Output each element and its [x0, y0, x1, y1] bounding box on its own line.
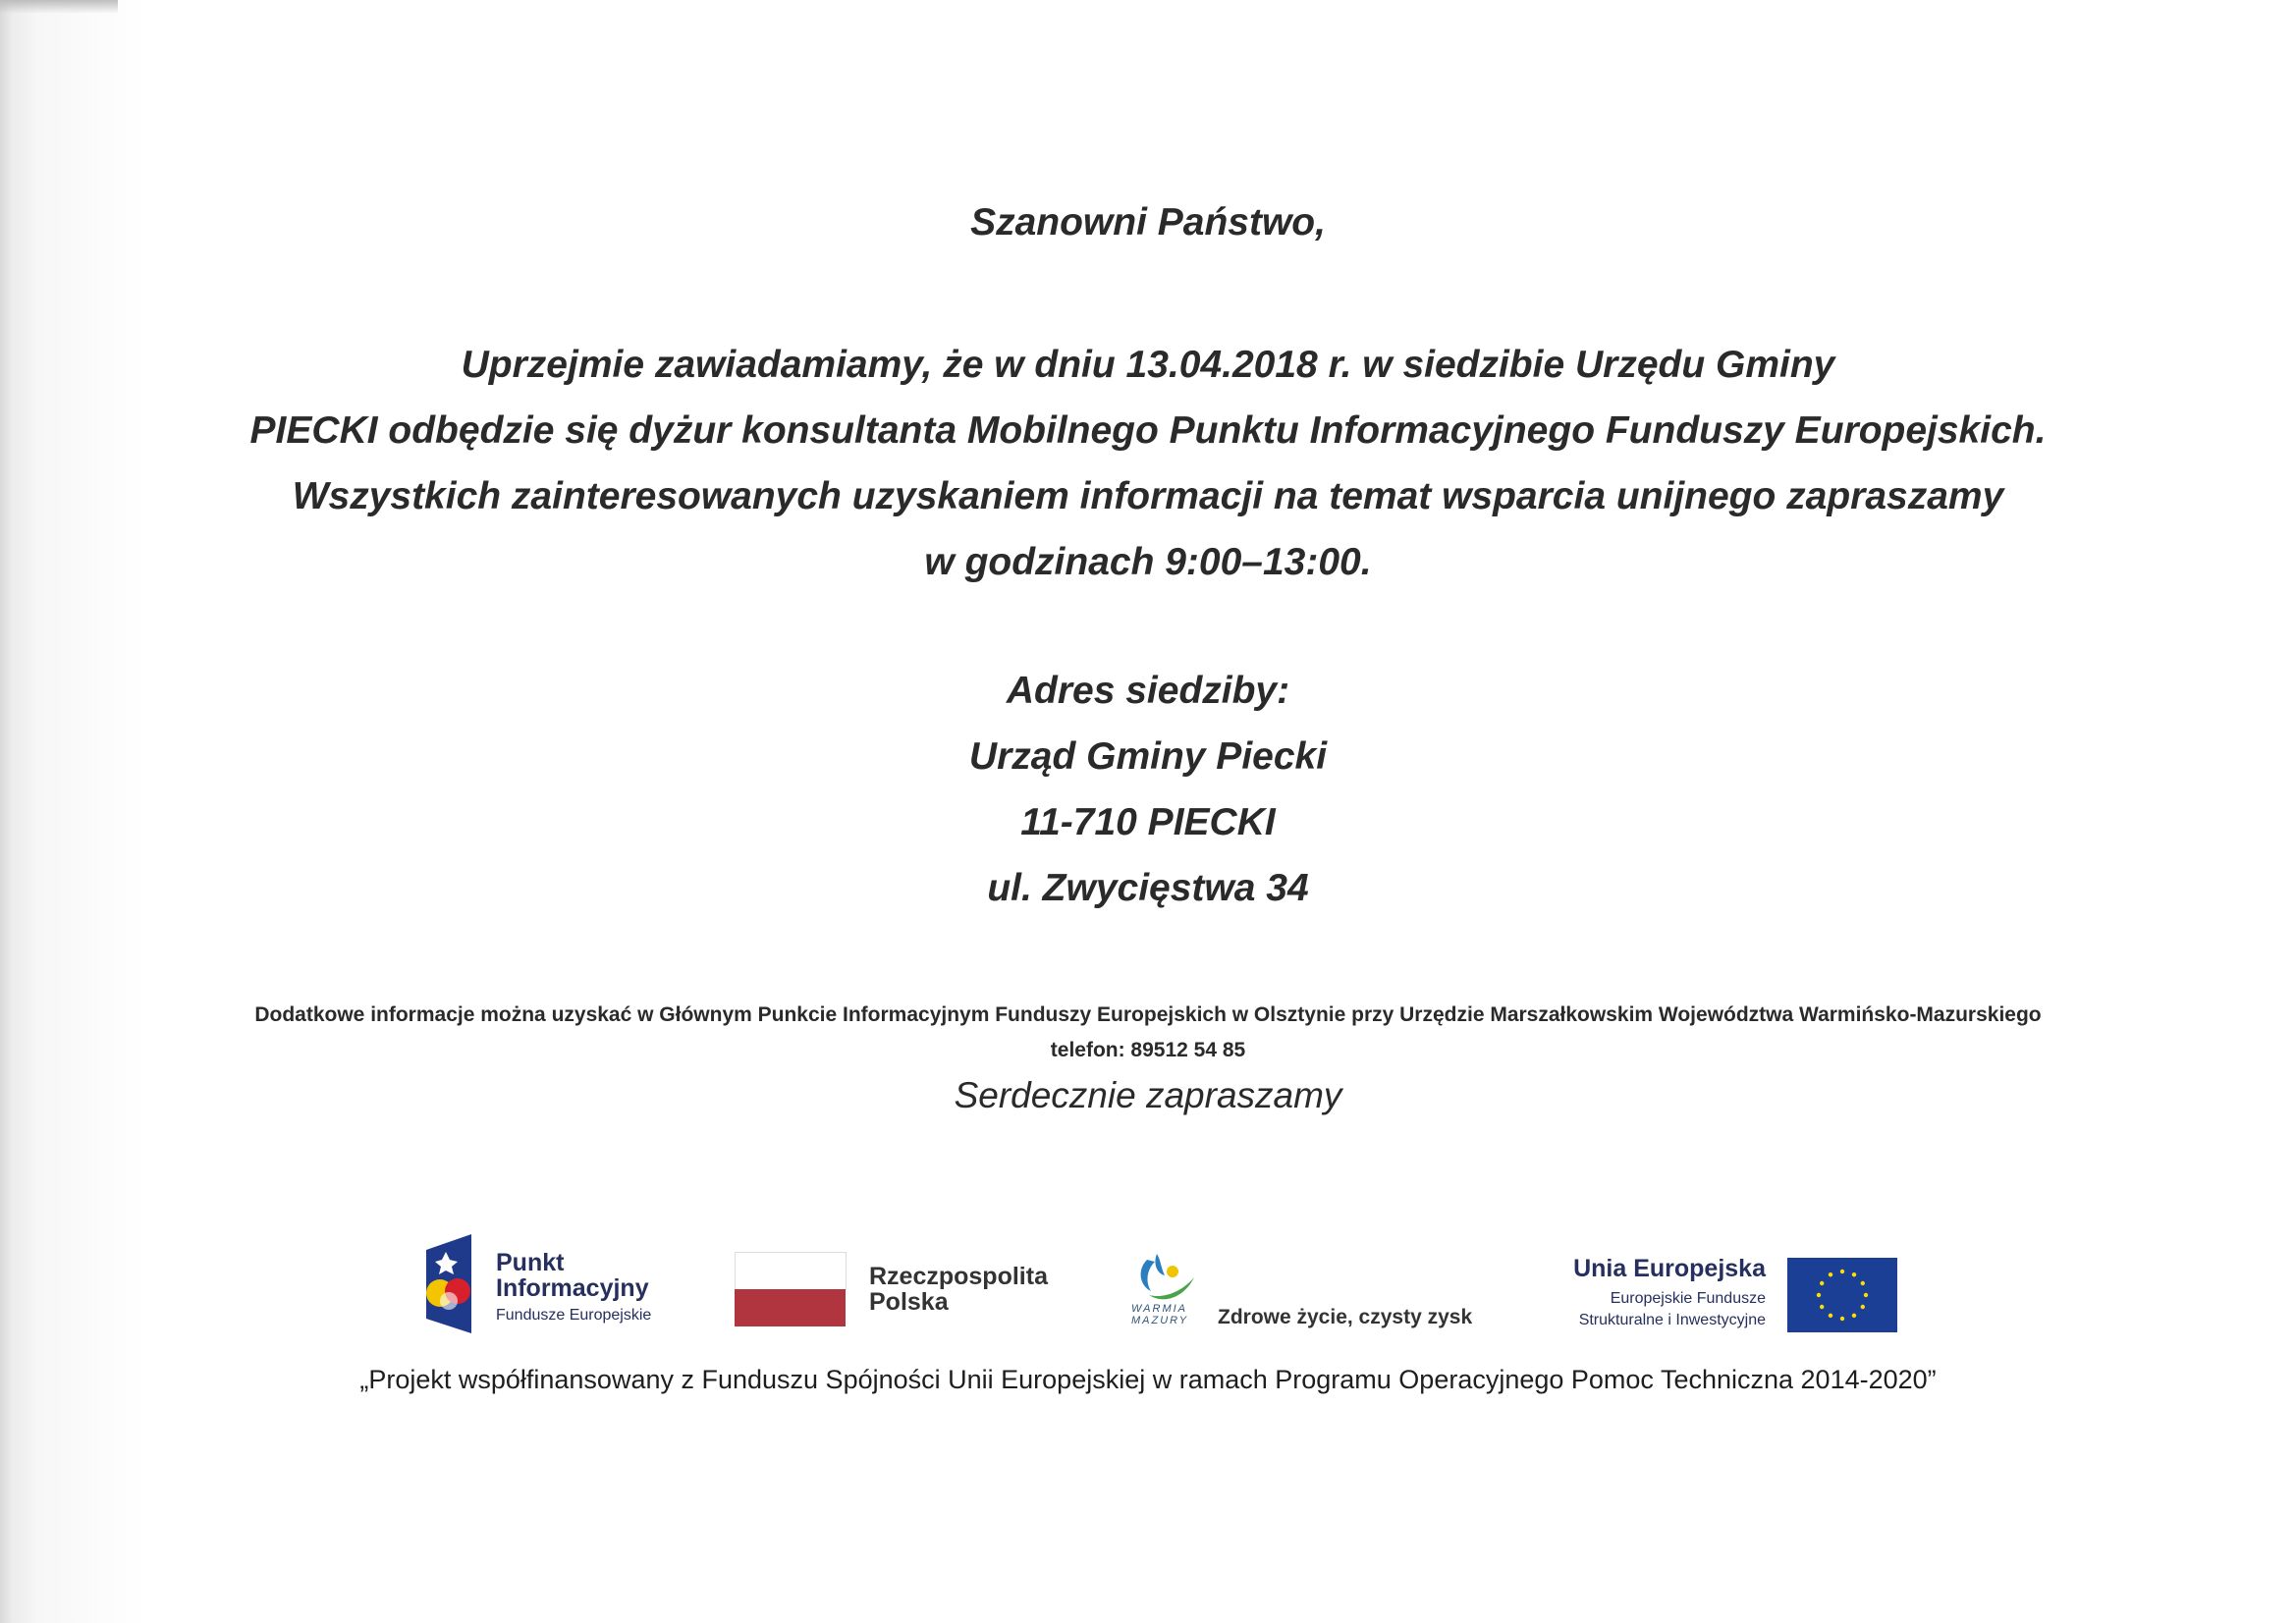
phone-number: telefon: 89512 54 85 [1050, 1039, 1246, 1061]
polish-flag-white-icon [735, 1252, 847, 1290]
rzeczpospolita-polska-logo [735, 1252, 1059, 1330]
fundusze-europejskie-icon [422, 1232, 481, 1335]
informacyjny-label: Informacyjny [496, 1274, 649, 1302]
fundusze-europejskie-label: Fundusze Europejskie [496, 1307, 652, 1324]
ue-title: Unia Europejska [1573, 1255, 1766, 1282]
scan-shadow-corner [0, 0, 118, 14]
announcement-line: Uprzejmie zawiadamiamy, że w dniu 13.04.2018 r. w siedzibie Urzędu Gminy [461, 344, 1835, 386]
address-block [0, 658, 2296, 921]
eu-flag-icon [1787, 1258, 1897, 1332]
rzeczpospolita-label: Rzeczpospolita [869, 1263, 1048, 1290]
mazury-mark: MAZURY [1131, 1315, 1189, 1326]
additional-info-text: Dodatkowe informacje można uzyskać w Głównym Punkcie Informacyjnym Funduszy Europejskich w Olsztynie przy Urzędzie Marszałkowskim Województwa Warmińsko-Mazurskiego [254, 1003, 2042, 1026]
announcement-line: w godzinach 9:00–13:00. [924, 541, 1372, 583]
warmia-slogan: Zdrowe życie, czysty zysk [1218, 1306, 1473, 1328]
address-name: Urząd Gminy Piecki [968, 735, 1328, 778]
announcement-paragraph [0, 332, 2296, 595]
greeting: Szanowni Państwo, [970, 201, 1326, 243]
announcement-line: Wszystkich zainteresowanych uzyskaniem informacji na temat wsparcia unijnego zapraszamy [292, 475, 2004, 517]
polska-label: Polska [869, 1288, 949, 1316]
punkt-label: Punkt [496, 1249, 565, 1276]
polish-flag-red-icon [735, 1289, 846, 1326]
punkt-informacyjny-logo [422, 1232, 678, 1335]
cofinancing-note: „Projekt współfinansowany z Funduszu Spójności Unii Europejskiej w ramach Programu Operacyjnego Pomoc Techniczna 2014-2020” [359, 1365, 1937, 1394]
address-heading: Adres siedziby: [1006, 670, 1290, 712]
announcement-line: PIECKI odbędzie się dyżur konsultanta Mobilnego Punktu Informacyjnego Funduszy Europejskich. [249, 409, 2047, 452]
ue-structural-line: Strukturalne i Inwestycyjne [1578, 1312, 1766, 1328]
ue-funds-line: Europejskie Fundusze [1610, 1290, 1766, 1307]
warmia-mazury-icon [1129, 1252, 1208, 1306]
address-street: ul. Zwycięstwa 34 [987, 867, 1309, 909]
invitation: Serdecznie zapraszamy [954, 1075, 1342, 1115]
warmia-mark: WARMIA [1131, 1303, 1188, 1315]
additional-info [0, 998, 2296, 1068]
warmia-mazury-logo [1129, 1252, 1483, 1335]
address-postal: 11-710 PIECKI [1020, 801, 1276, 843]
unia-europejska-logo [1542, 1255, 1900, 1338]
